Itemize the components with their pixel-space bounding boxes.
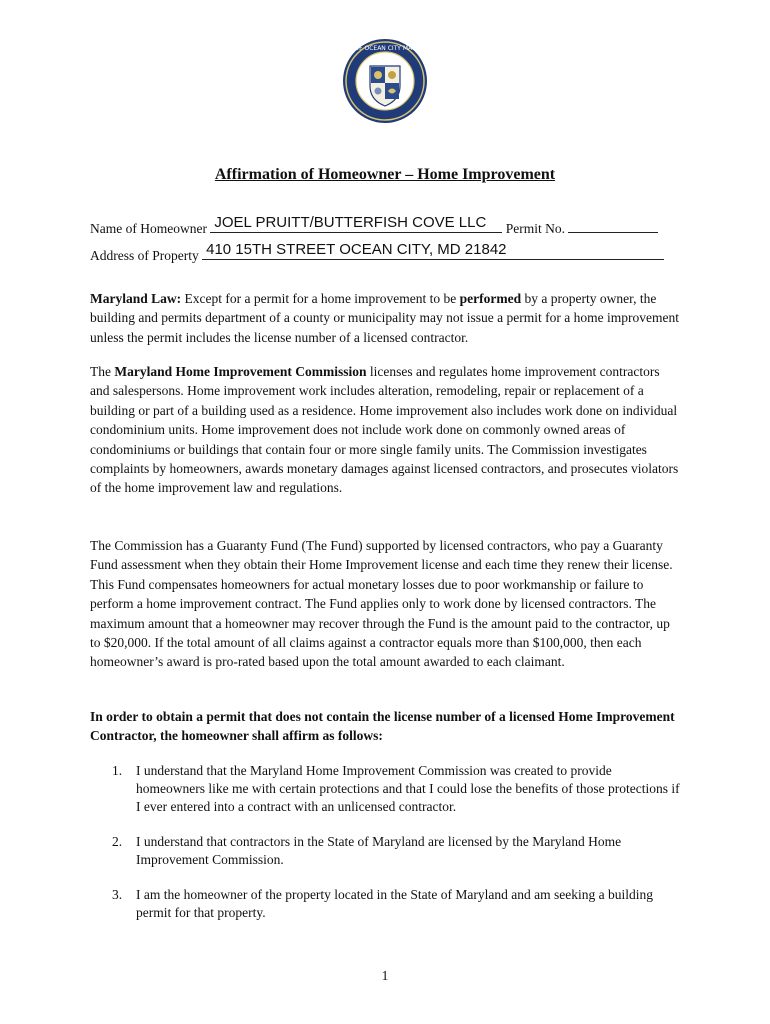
guaranty-fund-paragraph: The Commission has a Guaranty Fund (The Fund) supported by licensed contractors, who pay a Guaranty Fund assessment when they obtain their Home Improvement license and each time they renew their license. This Fund compensates homeowners for actual monetary losses due to poor workmanship or failure to perform a home improvement contract. The Fund applies only to work done by licensed contractors. The maximum amount that a homeowner may recover through the Fund is the amount paid to the contractor, up to $20,000. If the total amount of all claims against a contractor equals more than $100,000, then each homeowner’s award is pro-rated based upon the total amount awarded to each claimant. (90, 538, 673, 670)
affirmation-item-2: 2. I understand that contractors in the State of Maryland are licensed by the Maryland Home Improvement Commission. (112, 834, 622, 867)
affirmation-intro: In order to obtain a permit that does not contain the license number of a licensed Home Improvement Contractor, the homeowner shall affirm as follows: (90, 709, 675, 744)
homeowner-field[interactable] (210, 214, 502, 233)
homeowner-row (90, 214, 658, 237)
affirmation-item-3: 3. I am the homeowner of the property located in the State of Maryland and am seeking a building permit for that property. (112, 887, 653, 920)
address-field[interactable] (202, 241, 664, 260)
town-seal-icon (333, 38, 437, 124)
page-title: Affirmation of Homeowner – Home Improvement (214, 166, 556, 183)
permit-label: Permit No. (505, 221, 565, 236)
commission-paragraph: The Maryland Home Improvement Commission licenses and regulates home improvement contractors and salespersons. Home improvement work includes alteration, remodeling, repair or replacement of a building or part of a building used as a residence. Home improvement also includes work done on individual condominium units. Home improvement does not include work done on commonly owned areas of condominiums or buildings that contain four or more single family units. The Commission investigates complaints by homeowners, awards monetary damages against licensed contractors, and prosecutes violators of the home improvement law and regulations. (90, 364, 679, 496)
page-number: 1 (381, 968, 389, 983)
affirmation-item-1: 1. I understand that the Maryland Home Improvement Commission was created to provide homeowners like me with certain protections and that I could lose the benefits of those protections if I ever entered into a contract with an unlicensed contractor. (112, 763, 680, 814)
address-label: Address of Property (90, 248, 199, 263)
address-row (90, 241, 664, 264)
maryland-law-paragraph: Maryland Law: Except for a permit for a home improvement to be performed by a property owner, the building and permits department of a county or municipality may not issue a permit for a home improvement unless the permit includes the license number of a licensed contractor. (90, 291, 679, 345)
homeowner-label: Name of Homeowner (90, 221, 207, 236)
svg-text:TOWN OF OCEAN CITY MARYLAND: TOWN OF OCEAN CITY MARYLAND (333, 45, 437, 52)
homeowner-value: JOEL PRUITT/BUTTERFISH COVE LLC (214, 214, 487, 231)
address-value: 410 15TH STREET OCEAN CITY, MD 21842 (206, 241, 507, 258)
permit-number-field[interactable] (568, 218, 658, 233)
